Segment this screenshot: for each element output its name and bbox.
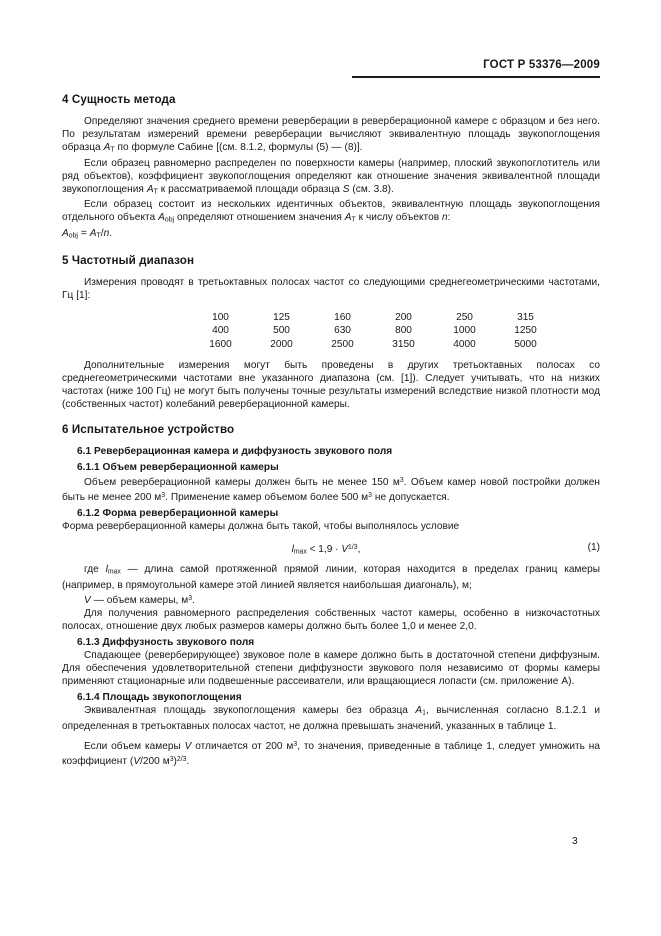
heading-section-6-1-2: 6.1.2 Форма реверберационной камеры	[77, 508, 279, 520]
variable-A: A	[103, 142, 111, 154]
variable-A: A	[89, 227, 97, 239]
variable-l: l	[105, 564, 108, 576]
table-row	[190, 311, 556, 325]
formula-1-row	[62, 541, 600, 555]
frequency-cell: 200	[395, 311, 412, 323]
frequency-cell: 3150	[392, 338, 415, 350]
text-run: (см. 3.8).	[349, 183, 394, 195]
superscript-cubic: 3	[169, 755, 174, 763]
paragraph-4-1	[62, 115, 600, 157]
text-run: < 1,9 ·	[306, 544, 342, 556]
text-run: где	[84, 564, 106, 576]
spacer	[62, 303, 600, 311]
variable-A: A	[146, 183, 154, 195]
superscript-cubic: 3	[399, 477, 404, 485]
spacer	[62, 411, 600, 423]
variable-A1: A	[415, 705, 423, 717]
frequency-cell: 400	[212, 325, 229, 337]
text-run: .	[186, 755, 190, 767]
text-run: . Объем камер новой постройки должен быть не менее 200 м	[62, 477, 601, 504]
text-run: )	[173, 755, 177, 767]
text-run: по формуле Сабине [(см. 8.1.2, формулы (5) — (8)].	[114, 142, 363, 154]
page-header	[352, 59, 600, 72]
text-run: /	[100, 227, 104, 239]
text-run: .	[109, 227, 113, 239]
text-run: Эквивалентная площадь звукопоглощения камеры без образца	[84, 705, 416, 717]
heading-section-6-1-3: 6.1.3 Диффузность звукового поля	[77, 636, 255, 648]
variable-A-subscript: T	[96, 232, 101, 240]
paragraph-6-1-2-intro: Форма реверберационной камеры должна быть такой, чтобы выполнялось условие	[62, 521, 460, 533]
heading-section-5: 5 Частотный диапазон	[62, 254, 195, 268]
variable-A-subscript: T	[110, 146, 115, 154]
page-number: 3	[572, 836, 578, 847]
text-run: к рассматриваемой площади образца	[157, 183, 343, 195]
variable-Aobj-subscript: obj	[68, 232, 78, 240]
paragraph-5-2: Дополнительные измерения могут быть проведены в других третьоктавных полосах со среднегеометрическими частотами вне указанного диапазона (см. [1]). Следует учитывать, что на низких частотах (ниже 100 Гц) не могут быть получены точные результаты измерений вследствие низкой плотности мод (собственных частот) колебаний реверберационной камеры.	[62, 360, 600, 411]
frequency-cell: 500	[273, 325, 290, 337]
variable-l: l	[291, 544, 294, 556]
frequency-cell: 1600	[209, 338, 232, 350]
header-divider-rule	[352, 76, 600, 78]
spacer	[62, 437, 600, 445]
heading-section-4: 4 Сущность метода	[62, 93, 176, 106]
formula-1-expression	[62, 541, 600, 558]
variable-A: A	[344, 212, 352, 224]
superscript-cubic: 3	[368, 492, 372, 500]
text-run: Определяют значения среднего времени реверберации в реверберационной камере с образцом и без него. По результатам измерений времени реверберации вычисляют эквивалентную площадь звукопоглощения образца	[62, 116, 600, 154]
table-row	[190, 324, 556, 338]
variable-V: V	[341, 544, 349, 556]
variable-V: V	[184, 740, 192, 752]
text-run: Объем реверберационной камеры должен быть не менее 150 м	[84, 477, 400, 489]
paragraph-4-3	[62, 198, 600, 227]
spacer	[62, 268, 600, 276]
text-run: . Применение камер объемом более 500 м	[165, 492, 369, 504]
spacer	[62, 242, 600, 254]
superscript-cubic: 3	[188, 594, 193, 602]
text-run: /200 м	[140, 755, 170, 767]
variable-l-subscript: max	[293, 548, 307, 556]
text-run: Если объем камеры	[84, 740, 185, 752]
text-run: , вычисленная согласно 8.1.2.1 и определенная в третьоктавных полосах частот, не должна превышать значений, указанных в таблице 1.	[62, 705, 600, 732]
frequency-cell: 4000	[453, 338, 476, 350]
frequency-cell: 800	[395, 325, 412, 337]
text-run: Если образец равномерно распределен по поверхности камеры (например, плоский звукопоглотитель или ряд объектов), коэффициент звукопоглощения определяют как отношение значения эквивалентной площади звукопоглощения	[62, 157, 600, 195]
variable-Aobj: A	[62, 227, 69, 239]
text-run: ,	[357, 544, 361, 556]
paragraph-6-1-4-2	[62, 738, 600, 768]
formula-1-number: (1)	[587, 542, 600, 554]
frequency-cell: 250	[456, 311, 473, 323]
frequency-table	[190, 311, 556, 352]
definition-lmax	[62, 563, 600, 592]
variable-l-subscript: max	[107, 568, 121, 576]
variable-V: V	[133, 755, 141, 767]
paragraph-6-1-3: Спадающее (реверберирующее) звуковое поле в камере должно быть в достаточной степени диффузным. Для обеспечения удовлетворительной степени диффузности звукового поля независимо от формы камеры применяют стационарные или подвешенные рассеиватели, или вращающиеся лопасти (см. приложение А).	[62, 649, 600, 688]
variable-A-subscript: T	[153, 188, 158, 196]
frequency-cell: 160	[334, 311, 351, 323]
text-run: — длина самой протяженной прямой линии, которая находится в пределах границ камеры (например, в прямоугольной камере этой линией является наибольшая диагональ), м;	[62, 564, 601, 591]
paragraph-6-1-4-1	[62, 704, 600, 733]
superscript-cubic: 3	[161, 492, 166, 500]
variable-Aobj-subscript: obj	[164, 216, 175, 224]
frequency-cell: 2000	[270, 338, 293, 350]
text-run: , то значения, приведенные в таблице 1, следует умножить на коэффициент (	[62, 740, 600, 767]
exponent-two-thirds: 2/3	[176, 755, 187, 763]
frequency-table-body	[190, 311, 556, 352]
variable-V: V	[84, 594, 91, 606]
text-run: не допускается.	[371, 492, 450, 504]
variable-n: n	[103, 227, 110, 239]
text-run: .	[192, 594, 195, 606]
paragraph-4-2	[62, 157, 600, 199]
text-run: — объем камеры, м	[90, 594, 189, 606]
heading-section-6: 6 Испытательное устройство	[62, 423, 235, 437]
definition-V	[62, 592, 600, 607]
spacer	[62, 533, 600, 541]
exponent-one-third: 1/3	[348, 544, 358, 552]
variable-A-subscript: T	[351, 216, 356, 224]
frequency-cell: 125	[273, 311, 290, 323]
text-run: =	[77, 227, 90, 239]
variable-n: n	[442, 212, 448, 224]
heading-section-6-1: 6.1 Реверберационная камера и диффузность звукового поля	[77, 446, 393, 458]
table-row	[190, 338, 556, 352]
heading-section-6-1-1: 6.1.1 Объем реверберационной камеры	[77, 462, 279, 474]
paragraph-6-1-1	[62, 474, 600, 504]
document-body	[62, 93, 600, 768]
text-run: :	[447, 212, 451, 224]
paragraph-5-1: Измерения проводят в третьоктавных полосах частот со следующими среднегеометрическими частотами, Гц [1]:	[62, 277, 600, 302]
standard-designation: ГОСТ Р 53376—2009	[483, 59, 600, 71]
frequency-cell: 2500	[331, 338, 354, 350]
spacer	[62, 351, 600, 359]
text-run: отличается от 200 м	[191, 740, 294, 752]
inline-formula-Aobj	[62, 227, 600, 243]
text-run: Если образец состоит из нескольких идентичных объектов, эквивалентную площадь звукопоглощения отдельного объекта	[62, 199, 600, 224]
variable-S: S	[342, 183, 350, 195]
text-run: к числу объектов	[355, 212, 443, 224]
variable-A1-subscript: 1	[422, 709, 426, 717]
spacer	[62, 107, 600, 115]
frequency-cell: 100	[212, 311, 229, 323]
superscript-cubic: 3	[293, 740, 298, 748]
frequency-cell: 315	[517, 311, 534, 323]
frequency-cell: 1000	[453, 325, 476, 337]
variable-Aobj: A	[158, 212, 165, 224]
heading-section-6-1-4: 6.1.4 Площадь звукопоглощения	[77, 692, 242, 704]
text-run: определяют отношением значения	[174, 212, 345, 224]
formula-1-definitions	[62, 563, 600, 607]
paragraph-6-1-2-2: Для получения равномерного распределения собственных частот камеры, особенно в низкочастотных полосах, отношение двух любых размеров камеры должно быть более 1,0 и менее 2,0.	[62, 607, 600, 632]
frequency-cell: 630	[334, 325, 351, 337]
frequency-cell: 1250	[514, 325, 537, 337]
frequency-cell: 5000	[514, 338, 537, 350]
